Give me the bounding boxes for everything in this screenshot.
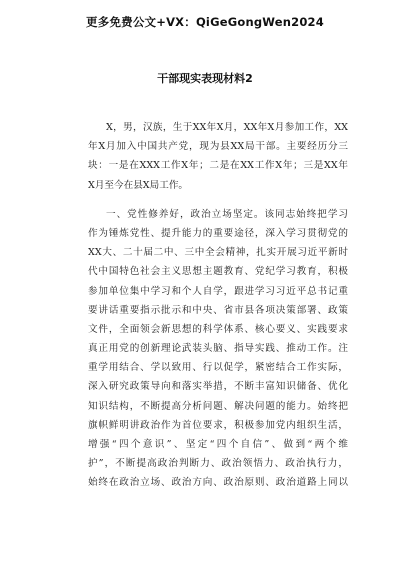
text-line: 始终在政治立场、政治方向、政治原则、政治道路上同以 bbox=[88, 477, 348, 489]
text-line: 重学用结合、学以致用、行以促学，紧密结合工作实际， bbox=[88, 362, 348, 374]
promo-banner: 更多免费公文+VX：QiGeGongWen2024 bbox=[86, 15, 324, 29]
document-title: 干部现实表现材料2 bbox=[157, 72, 253, 85]
text-line: 作为锤炼党性、提升能力的重要途径，深入学习贯彻党的 bbox=[88, 227, 348, 239]
section1-paragraph bbox=[88, 205, 348, 493]
text-line: 一、党性修养好，政治立场坚定。该同志始终把学习 bbox=[106, 208, 348, 220]
text-line: 要讲话重要指示批示和中央、省市县各项决策部署、政策 bbox=[88, 304, 348, 316]
text-line: 参加单位集中学习和个人自学，跟进学习习近平总书记重 bbox=[88, 285, 348, 297]
text-line: X月至今在县X局工作。 bbox=[88, 179, 189, 191]
text-line: 增强“四个意识”、坚定“四个自信”、做到“两个维 bbox=[88, 439, 348, 450]
text-line: 护”，不断提高政治判断力、政治领悟力、政治执行力， bbox=[88, 458, 348, 470]
text-line: XX大、二十届二中、三中全会精神，扎实开展习近平新时 bbox=[88, 247, 348, 259]
text-line: 旗帜鲜明讲政治作为首位要求，积极参加党内组织生活， bbox=[88, 419, 348, 431]
text-line: X，男，汉族，生于XX年X月，XX年X月参加工作，XX bbox=[106, 122, 348, 133]
text-line: 真正用党的创新理论武装头脑、指导实践、推动工作。注 bbox=[88, 343, 348, 355]
paragraph-gap bbox=[88, 195, 348, 205]
text-line: 代中国特色社会主义思想主题教育、党纪学习教育，积极 bbox=[88, 266, 348, 278]
text-line: 文件，全面领会新思想的科学体系、核心要义、实践要求 bbox=[88, 323, 348, 335]
text-line: 年X月加入中国共产党，现为县XX局干部。主要经历分三 bbox=[88, 141, 348, 153]
text-line: 知识结构，不断提高分析问题、解决问题的能力。始终把 bbox=[88, 400, 348, 412]
intro-paragraph bbox=[88, 118, 348, 195]
document-body bbox=[88, 118, 348, 493]
text-line: 深入研究政策导向和落实举措，不断丰富知识储备、优化 bbox=[88, 381, 348, 393]
text-line: 块：一是在XXX工作X年；二是在XX工作X年；三是XX年 bbox=[88, 160, 348, 172]
